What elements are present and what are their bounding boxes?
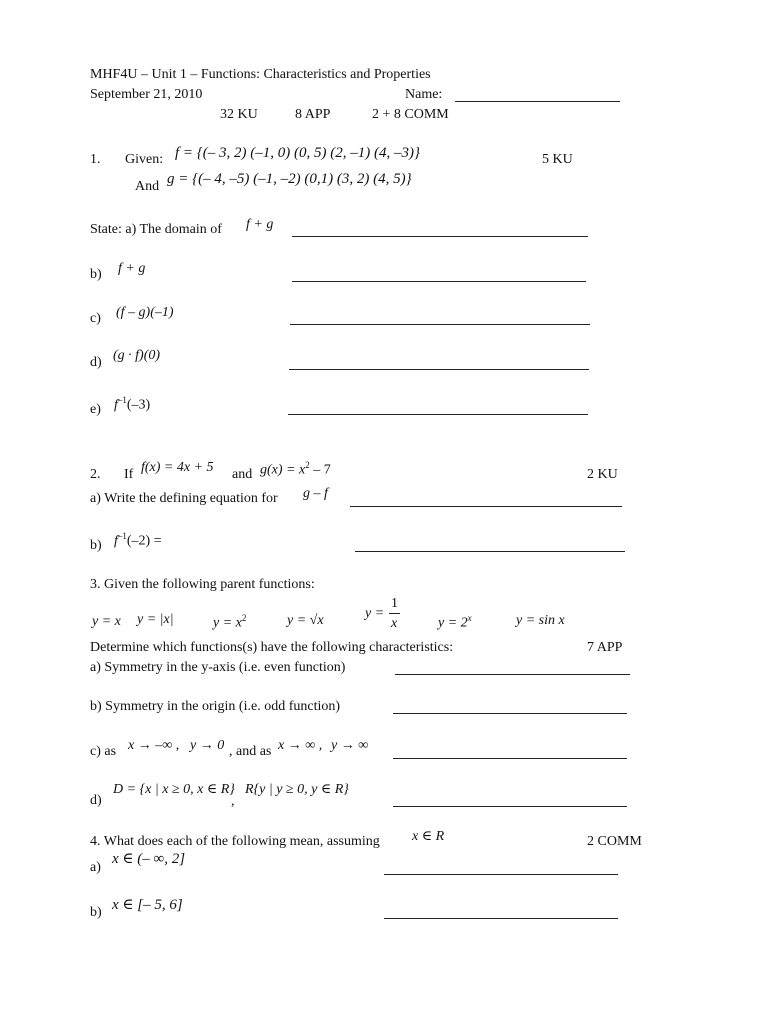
q2-number: 2.: [90, 467, 101, 482]
q1e-expression: $f^{-1}(-3)$: [114, 395, 151, 413]
q2-f-definition: f(x) = 4x + 5: [141, 460, 214, 475]
parent-function-sqrt: y = √x: [287, 613, 324, 628]
q3d-comma: ,: [231, 794, 235, 809]
q2-marks: 2 KU: [587, 467, 618, 482]
q3c-expression-y-pos-inf: y → ∞: [331, 738, 369, 753]
parent-function-reciprocal-denominator: x: [391, 616, 398, 631]
q4b-answer-line[interactable]: [384, 918, 618, 919]
q1-f-set: f = {(– 3, 2) (–1, 0) (0, 5) (2, –1) (4, –3)}: [175, 145, 420, 161]
q1c-expression: (f – g)(–1): [116, 305, 174, 320]
q1-number: 1.: [90, 152, 101, 167]
q3d-range-expression: R{y | y ≥ 0, y ∈ R}: [245, 782, 349, 797]
marks-ku: 32 KU: [220, 107, 258, 122]
q2a-text: a) Write the defining equation for: [90, 491, 278, 506]
q3b-text: b) Symmetry in the origin (i.e. odd function): [90, 699, 341, 714]
q1d-answer-line[interactable]: [289, 369, 589, 370]
marks-comm: 2 + 8 COMM: [372, 107, 449, 122]
fraction-bar: [389, 613, 400, 614]
q4a-answer-line[interactable]: [384, 874, 618, 875]
document-title: MHF4U – Unit 1 – Functions: Characteristics and Properties: [90, 67, 431, 82]
q2a-expression: g – f: [303, 486, 328, 501]
q3a-answer-line[interactable]: [395, 674, 630, 675]
document-date: September 21, 2010: [90, 87, 203, 102]
q2-if-label: If: [124, 467, 134, 482]
parent-function-exponential: $y = 2^x$: [438, 613, 472, 631]
q1d-expression: (g · f)(0): [113, 348, 161, 363]
q1b-label: b): [90, 267, 102, 282]
q3-determine-text: Determine which functions(s) have the following characteristics:: [90, 640, 454, 655]
q4a-label: a): [90, 860, 101, 875]
q1-given-label: Given:: [125, 152, 164, 167]
q3c-answer-line[interactable]: [393, 758, 627, 759]
parent-function-reciprocal-numerator: 1: [391, 596, 398, 611]
name-answer-line[interactable]: [455, 101, 620, 102]
q3d-answer-line[interactable]: [393, 806, 627, 807]
parent-function-reciprocal-lhs: y =: [365, 606, 385, 621]
q1c-answer-line[interactable]: [290, 324, 590, 325]
q3c-expression-x-pos-inf: x → ∞ ,: [278, 738, 323, 753]
q1-g-set: g = {(– 4, –5) (–1, –2) (0,1) (3, 2) (4, 5)}: [167, 171, 412, 187]
parent-function-quadratic: $y = x^2$: [213, 613, 247, 631]
q1-and-label: And: [135, 179, 160, 194]
q4b-expression: x ∈ [– 5, 6]: [112, 897, 183, 913]
q2-g-definition: $g(x) = x^2 - 7$: [260, 460, 331, 478]
marks-app: 8 APP: [295, 107, 331, 122]
q3d-domain-expression: D = {x | x ≥ 0, x ∈ R}: [113, 782, 235, 797]
q2b-expression: $f^{-1}(-2)$ =: [114, 531, 162, 549]
q3c-expression-x-neg-inf: x → –∞ ,: [128, 738, 180, 753]
q1d-label: d): [90, 355, 102, 370]
q1e-answer-line[interactable]: [288, 414, 588, 415]
q3c-and-as-text: , and as: [229, 744, 272, 759]
q1c-label: c): [90, 311, 101, 326]
q4-assumption: x ∈ R: [412, 829, 445, 844]
q1b-expression: f + g: [118, 261, 146, 276]
q1b-answer-line[interactable]: [292, 281, 586, 282]
q2-and-label: and: [232, 467, 253, 482]
name-label: Name:: [405, 87, 443, 102]
q4-marks: 2 COMM: [587, 834, 642, 849]
q1a-expression: f + g: [246, 217, 274, 232]
q1e-label: e): [90, 402, 101, 417]
q3-intro: 3. Given the following parent functions:: [90, 577, 315, 592]
q1-marks: 5 KU: [542, 152, 573, 167]
parent-function-abs: y = |x|: [137, 612, 174, 627]
q3c-expression-y-zero: y → 0: [190, 738, 225, 753]
parent-function-sine: y = sin x: [516, 613, 565, 628]
q2b-answer-line[interactable]: [355, 551, 625, 552]
q1a-answer-line[interactable]: [292, 236, 588, 237]
q2b-label: b): [90, 538, 102, 553]
q3a-text: a) Symmetry in the y-axis (i.e. even function): [90, 660, 346, 675]
q4-text: 4. What does each of the following mean, assuming: [90, 834, 380, 849]
q4b-label: b): [90, 905, 102, 920]
parent-function-linear: y = x: [92, 614, 121, 629]
q2a-answer-line[interactable]: [350, 506, 622, 507]
q3c-label: c) as: [90, 744, 117, 759]
q4a-expression: x ∈ (– ∞, 2]: [112, 851, 186, 867]
q1-state-text: State: a) The domain of: [90, 222, 222, 237]
q3d-label: d): [90, 793, 102, 808]
q3b-answer-line[interactable]: [393, 713, 627, 714]
q3-marks: 7 APP: [587, 640, 623, 655]
